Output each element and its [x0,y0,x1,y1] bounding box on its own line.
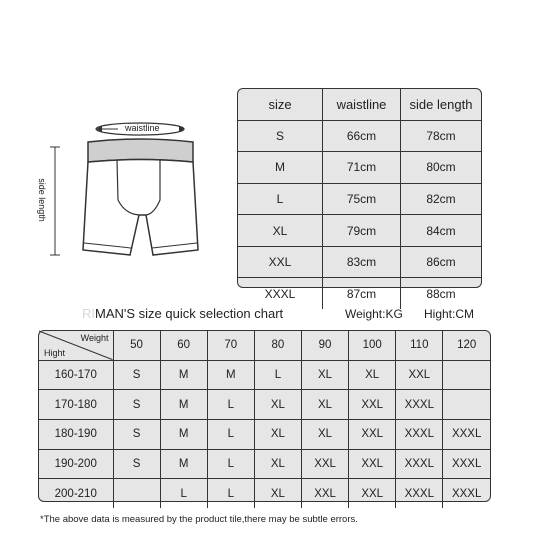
product-illustration [0,0,220,300]
size-cell: S [113,360,160,390]
waistline-label: waistline [125,123,160,133]
size-cell: XXXL [238,278,323,309]
table-row [238,246,481,278]
waistline-cell: 66cm [323,120,401,152]
table-row [39,479,490,508]
size-cell: XXXL [396,479,443,508]
size-cell [443,360,490,390]
size-cell: M [160,419,207,449]
table-row [238,152,481,184]
weight-header: 70 [207,331,254,360]
height-cell: 200-210 [39,479,113,508]
size-cell: XXXL [443,479,490,508]
side-length-cell: 88cm [401,278,482,309]
size-cell: XL [302,419,349,449]
size-cell: M [207,360,254,390]
size-cell: XXXL [396,390,443,420]
side-length-cell: 82cm [401,183,482,215]
weight-header: 50 [113,331,160,360]
weight-header: 90 [302,331,349,360]
weight-header: 110 [396,331,443,360]
size-cell: M [160,360,207,390]
size-measurement-table [237,88,482,301]
waistline-cell: 71cm [323,152,401,184]
side-length-cell: 86cm [401,246,482,278]
table-row [238,278,481,309]
size-cell: XXL [238,246,323,278]
side-length-cell: 84cm [401,215,482,247]
boxer-briefs-drawing [0,0,220,300]
height-cell: 180-190 [39,419,113,449]
corner-weight-label: Weight [80,333,109,343]
chart-title [82,306,283,321]
size-cell: XXXL [443,449,490,479]
size-cell: L [207,479,254,508]
size-cell: S [113,449,160,479]
size-selection-table [38,330,491,502]
chart-title-prefix: RI [82,306,95,321]
height-unit-label: Hight:CM [424,307,475,321]
size-cell: XL [238,215,323,247]
size-cell: XXL [349,479,396,508]
side-length-label: side length [37,178,47,222]
size-cell: L [238,183,323,215]
size-cell [113,479,160,508]
size-cell: XL [302,390,349,420]
size-cell: XXL [349,390,396,420]
table-row [39,449,490,479]
size-cell: L [207,449,254,479]
size-cell: XXXL [396,419,443,449]
size-cell: L [207,419,254,449]
size-cell: XXXL [443,419,490,449]
size-cell: L [254,360,301,390]
size-cell: XL [254,449,301,479]
waistline-cell: 83cm [323,246,401,278]
header-side-length: side length [401,89,482,120]
weight-header: 80 [254,331,301,360]
table-row [39,419,490,449]
size-cell: XXL [302,479,349,508]
waistline-cell: 79cm [323,215,401,247]
size-cell: XXL [349,419,396,449]
size-cell: M [238,152,323,184]
corner-height-label: Hight [44,347,66,358]
weight-header: 120 [443,331,490,360]
size-cell: M [160,449,207,479]
corner-cell [39,331,113,360]
table-row [39,390,490,420]
weight-header: 100 [349,331,396,360]
size-cell: M [160,390,207,420]
waistline-cell: 87cm [323,278,401,309]
table-row [238,120,481,152]
height-cell: 190-200 [39,449,113,479]
table-row [238,183,481,215]
waistline-cell: 75cm [323,183,401,215]
size-table-header [238,89,481,120]
size-cell: XL [254,479,301,508]
weight-header-row [39,331,490,360]
header-waistline: waistline [323,89,401,120]
header-size: size [238,89,323,120]
size-cell: XL [254,419,301,449]
size-cell: S [113,419,160,449]
height-cell: 160-170 [39,360,113,390]
size-cell: XXL [349,449,396,479]
size-cell: L [207,390,254,420]
size-cell: L [160,479,207,508]
side-length-cell: 78cm [401,120,482,152]
footnote: *The above data is measured by the product tile,there may be subtle errors. [40,514,358,525]
size-cell: XL [302,360,349,390]
size-cell: XL [254,390,301,420]
side-length-cell: 80cm [401,152,482,184]
size-cell: XXL [396,360,443,390]
table-row [238,215,481,247]
size-cell: XXL [302,449,349,479]
weight-unit-label: Weight:KG [345,307,403,321]
size-cell: XL [349,360,396,390]
size-cell [443,390,490,420]
height-cell: 170-180 [39,390,113,420]
size-cell: S [113,390,160,420]
table-row [39,360,490,390]
chart-title-text: MAN'S size quick selection chart [95,306,284,321]
size-cell: S [238,120,323,152]
weight-header: 60 [160,331,207,360]
size-cell: XXXL [396,449,443,479]
